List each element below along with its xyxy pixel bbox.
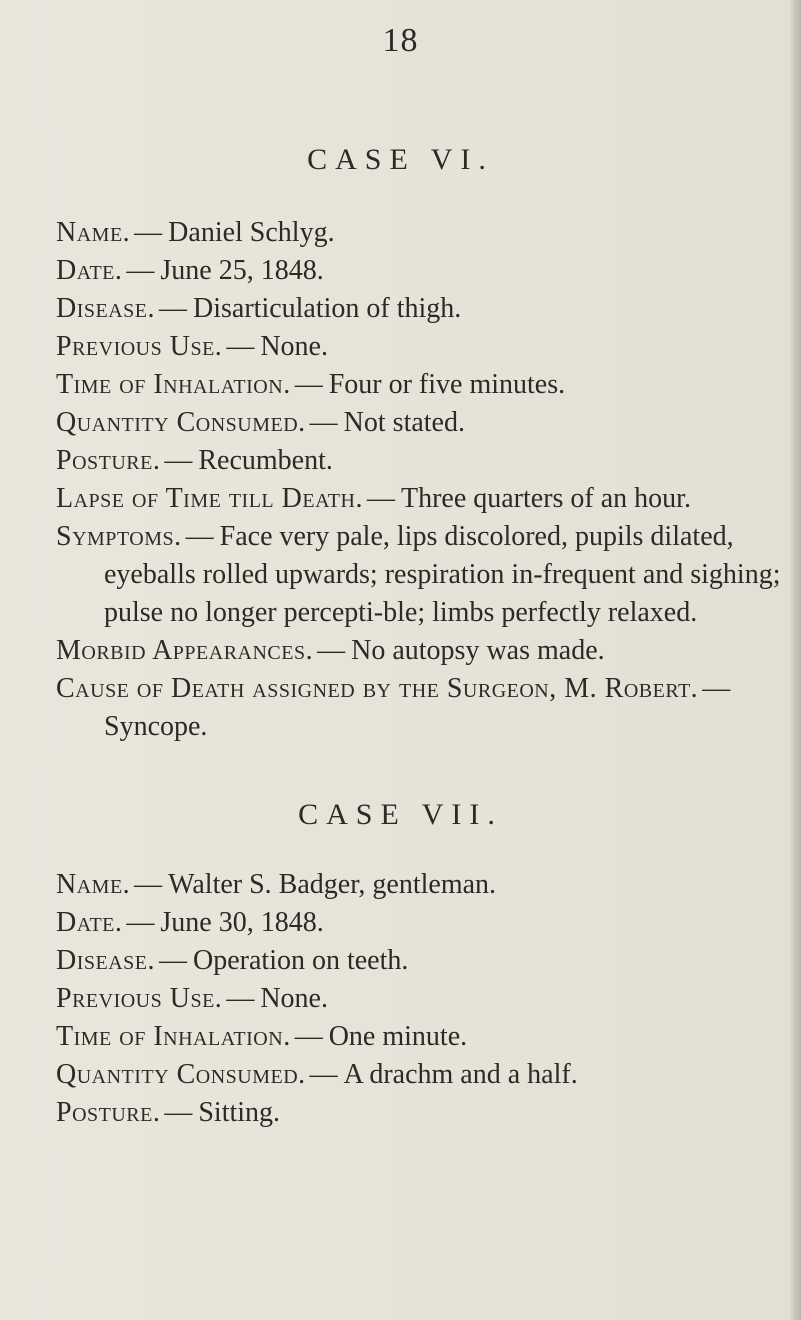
entry-dash: — [134, 869, 163, 900]
case-entry [56, 214, 791, 252]
case-entry [56, 480, 791, 518]
entry-label: Name. [56, 217, 131, 248]
entry-value: Face very pale, lips discolored, pupils dilated, eyeballs rolled upwards; respiration in-frequent and sighing; pulse no longer percepti-ble; limbs perfectly relaxed. [104, 521, 781, 628]
entry-dash: — [126, 255, 155, 286]
entry-label: Date. [56, 907, 123, 938]
case-entry [56, 904, 791, 942]
entry-label: Previous Use. [56, 983, 223, 1014]
entry-dash: — [164, 445, 193, 476]
case-entries [56, 866, 791, 1132]
entry-label: Name. [56, 869, 131, 900]
entry-value: Walter S. Badger, gentleman. [168, 869, 497, 900]
case-entry [56, 252, 791, 290]
entry-label: Quantity Consumed. [56, 407, 306, 438]
entry-label: Previous Use. [56, 331, 223, 362]
case-entry [56, 670, 791, 746]
entry-value: Not stated. [343, 407, 465, 438]
entry-dash: — [226, 331, 255, 362]
case-entry [56, 1018, 791, 1056]
entry-label: Disease. [56, 945, 156, 976]
entry-label: Posture. [56, 1097, 161, 1128]
entry-value: Disarticulation of thigh. [193, 293, 462, 324]
entry-label: Posture. [56, 445, 161, 476]
case-entry [56, 632, 791, 670]
entry-value: One minute. [328, 1021, 468, 1052]
page-number: 18 [382, 22, 419, 59]
entry-value: June 25, 1848. [160, 255, 324, 286]
entry-dash: — [294, 1021, 323, 1052]
entry-dash: — [294, 369, 323, 400]
case-entry [56, 366, 791, 404]
entry-label: Disease. [56, 293, 156, 324]
entry-dash: — [126, 907, 155, 938]
case-entries [56, 214, 791, 746]
entry-label: Time of Inhalation. [56, 1021, 291, 1052]
case-entry [56, 518, 791, 632]
entry-label: Time of Inhalation. [56, 369, 291, 400]
entry-value: Recumbent. [198, 445, 333, 476]
entry-dash: — [309, 407, 338, 438]
entry-label: Date. [56, 255, 123, 286]
entry-label: Cause of Death assigned by the Surgeon, M. Robert. [56, 673, 699, 704]
case-entry [56, 404, 791, 442]
entry-dash: — [134, 217, 163, 248]
entry-value: Daniel Schlyg. [168, 217, 335, 248]
case-entry [56, 290, 791, 328]
entry-value: June 30, 1848. [160, 907, 324, 938]
entry-value: Four or five minutes. [328, 369, 566, 400]
entry-value: Operation on teeth. [193, 945, 409, 976]
entry-value: None. [260, 983, 328, 1014]
entry-label: Lapse of Time till Death. [56, 483, 363, 514]
case-entry [56, 442, 791, 480]
case-title: CASE VI. [307, 143, 494, 176]
entry-label: Morbid Appearances. [56, 635, 314, 666]
entry-label: Symptoms. [56, 521, 182, 552]
case-entry [56, 866, 791, 904]
entry-dash: — [317, 635, 346, 666]
entry-value: Sitting. [198, 1097, 281, 1128]
case-entry [56, 1056, 791, 1094]
entry-dash: — [226, 983, 255, 1014]
entry-dash: — [159, 293, 188, 324]
case-entry [56, 980, 791, 1018]
entry-dash: — [702, 673, 731, 704]
case-entry [56, 942, 791, 980]
case-title: CASE VII. [298, 798, 503, 831]
case-entry [56, 328, 791, 366]
entry-label: Quantity Consumed. [56, 1059, 306, 1090]
entry-dash: — [164, 1097, 193, 1128]
entry-dash: — [366, 483, 395, 514]
entry-dash: — [159, 945, 188, 976]
case-entry [56, 1094, 791, 1132]
entry-dash: — [185, 521, 214, 552]
entry-value: No autopsy was made. [351, 635, 605, 666]
entry-value: Three quarters of an hour. [400, 483, 691, 514]
entry-value: Syncope. [104, 711, 208, 742]
entry-dash: — [309, 1059, 338, 1090]
entry-value: A drachm and a half. [343, 1059, 578, 1090]
entry-value: None. [260, 331, 328, 362]
